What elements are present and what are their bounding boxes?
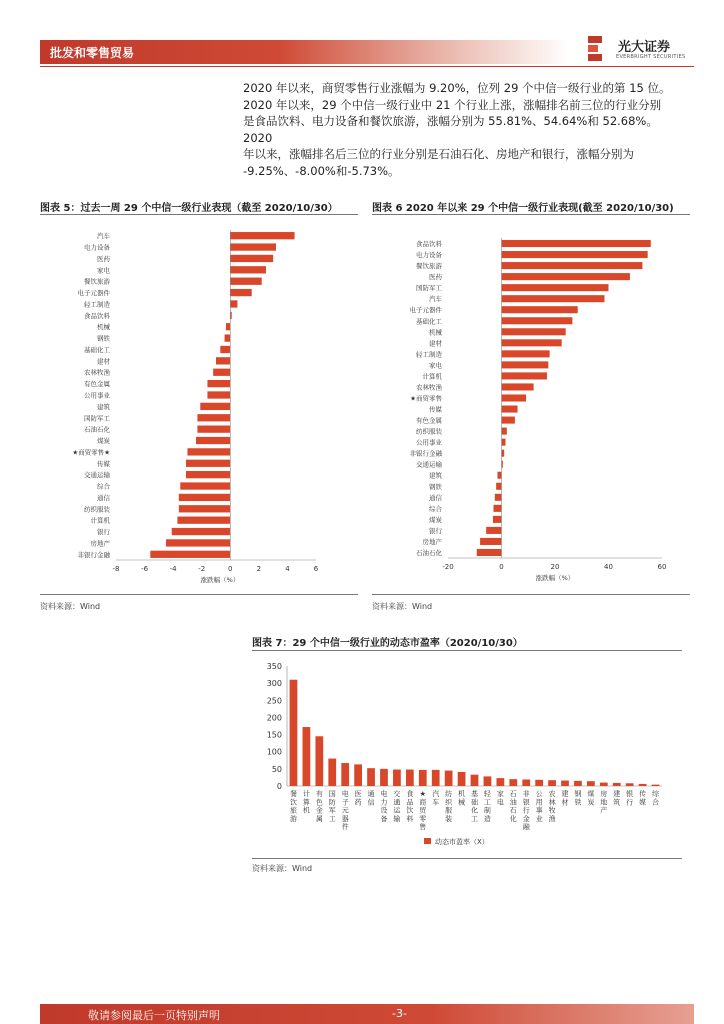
bar — [613, 783, 621, 786]
bar — [393, 770, 401, 786]
category-label: 有色金属 — [84, 380, 110, 389]
x-tick-label: 0 — [228, 565, 233, 573]
category-label: 非银行金融 — [522, 790, 530, 831]
category-label: 医药 — [97, 254, 110, 263]
category-label: ★商贸零售★ — [72, 448, 110, 457]
category-label: 电子元器件 — [77, 289, 110, 298]
category-label: 汽车 — [97, 232, 110, 241]
category-label: 钢铁 — [429, 482, 442, 491]
category-label: 轻工制造 — [84, 300, 110, 309]
category-label: 房地产 — [600, 790, 608, 815]
x-tick-label: 6 — [313, 565, 319, 573]
bar — [197, 414, 230, 421]
category-label: 纺织服装 — [445, 790, 453, 823]
category-label: 传媒 — [639, 790, 647, 807]
bar — [354, 764, 362, 786]
intro-line: 2020 年以来，29 个中信一级行业中 21 个行业上涨，涨幅排名前三位的行业分别 — [243, 97, 662, 112]
bar — [639, 784, 647, 786]
bar — [495, 494, 502, 501]
bar — [502, 251, 648, 258]
category-label: 石油石化 — [416, 548, 442, 557]
chart6-bottom-rule — [372, 594, 690, 595]
category-label: 基础化工 — [416, 317, 442, 326]
bar — [445, 771, 453, 786]
logo-mark-top — [588, 36, 602, 43]
y-tick-label: 200 — [266, 713, 282, 723]
chart7-title: 图表 7：29 个中信一级行业的动态市盈率（2020/10/30） — [252, 638, 523, 649]
category-label: 农林牧渔 — [416, 383, 442, 392]
category-label: 银行 — [626, 790, 634, 807]
bar — [535, 780, 543, 786]
x-tick-label: 4 — [285, 565, 290, 573]
y-tick-label: 250 — [266, 696, 282, 706]
category-label: 家电 — [429, 361, 442, 370]
category-label: 食品饮料 — [406, 790, 414, 823]
chart6-title-rule — [372, 214, 690, 215]
bar — [493, 516, 502, 523]
category-label: 石油石化 — [84, 425, 110, 434]
bar — [496, 778, 504, 786]
category-label: 计算机 — [302, 790, 310, 815]
x-axis-label: 涨跌幅（%） — [535, 574, 575, 582]
chart6-source: 资料来源：Wind — [372, 602, 433, 611]
intro-paragraph — [243, 80, 683, 179]
bar — [216, 357, 230, 364]
category-label: 家电 — [496, 790, 504, 807]
category-label: 机械 — [429, 328, 442, 337]
category-label: 基础化工 — [471, 790, 478, 823]
bar — [230, 255, 273, 262]
bar — [225, 334, 231, 341]
x-tick-label: 20 — [550, 563, 560, 571]
category-label: 钢铁 — [574, 790, 582, 807]
category-label: 煤炭 — [587, 790, 595, 807]
category-label: 农林牧渔 — [84, 368, 110, 377]
bar — [497, 472, 501, 479]
category-label: 基础化工 — [84, 345, 110, 354]
category-label: 公用事业 — [416, 438, 442, 447]
chart6-ytd-performance — [372, 218, 690, 590]
category-label: 汽车 — [429, 295, 442, 304]
bar — [200, 403, 230, 410]
category-label: 石油石化 — [509, 790, 517, 823]
chart7-title-rule — [252, 650, 682, 651]
x-tick-label: 2 — [256, 565, 262, 573]
category-label: 机械 — [458, 790, 466, 807]
chart5-title-rule — [40, 214, 358, 215]
category-label: 国防军工 — [84, 414, 110, 423]
category-label: 综合 — [429, 504, 442, 513]
bar — [484, 776, 492, 786]
category-label: 公用事业 — [84, 391, 110, 400]
bar — [230, 243, 276, 250]
category-label: 银行 — [97, 528, 110, 537]
intro-line: 2020 年以来，商贸零售行业涨幅为 9.20%，位列 29 个中信一级行业的第 15 位。 — [243, 81, 671, 95]
bar — [432, 770, 440, 786]
bar — [522, 779, 530, 786]
x-tick-label: -2 — [198, 565, 206, 573]
bar — [600, 783, 608, 786]
page-number: -3- — [392, 1007, 407, 1020]
category-label: 电力设备 — [416, 251, 442, 260]
intro-line: -9.25%、-8.00%和-5.73%。 — [243, 163, 400, 178]
header-divider — [40, 66, 694, 67]
bar — [502, 284, 609, 291]
bar — [303, 727, 311, 786]
category-label: 银行 — [429, 526, 442, 535]
category-label: 通信 — [97, 493, 110, 502]
intro-line: 年以来，涨幅排名后三位的行业分别是石油石化、房地产和银行，涨幅分别为 — [243, 147, 634, 161]
bar — [502, 306, 578, 313]
x-tick-label: -4 — [169, 565, 177, 573]
chart7-pe-ratio — [252, 654, 682, 854]
category-label: 传媒 — [429, 405, 442, 414]
bar — [471, 775, 479, 786]
category-label: 交通运输 — [416, 460, 442, 469]
x-tick-label: -8 — [112, 565, 120, 573]
intro-line: 是食品饮料、电力设备和餐饮旅游，涨幅分别为 55.81%、54.64%和 52.68%。2020 — [243, 114, 658, 145]
bar — [177, 517, 230, 524]
brand-name: 光大证券 — [618, 40, 671, 55]
brand-name-en: EVERBRIGHT SECURITIES — [616, 54, 686, 60]
category-label: 食品饮料 — [84, 311, 110, 320]
bar — [419, 770, 427, 786]
bar — [496, 483, 501, 490]
bar — [230, 289, 251, 296]
y-tick-label: 50 — [271, 764, 282, 774]
category-label: 建材 — [561, 790, 569, 807]
category-label: 计算机 — [90, 516, 110, 525]
logo-mark-bottom — [588, 54, 602, 61]
bar — [406, 770, 414, 786]
chart7-source: 资料来源：Wind — [252, 864, 313, 873]
category-label: 房地产 — [90, 539, 110, 548]
legend-swatch — [424, 838, 431, 844]
bar — [179, 494, 230, 501]
section-title: 批发和零售贸易 — [50, 46, 135, 60]
bar — [230, 266, 266, 273]
category-label: 钢铁 — [97, 334, 110, 343]
y-tick-label: 300 — [266, 679, 282, 689]
x-tick-label: 0 — [499, 563, 504, 571]
bar — [486, 527, 501, 534]
bar — [502, 394, 527, 401]
category-label: 家电 — [97, 266, 110, 275]
bar — [652, 785, 660, 786]
bar — [502, 339, 562, 346]
category-label: 建材 — [97, 357, 110, 366]
bar — [626, 783, 634, 786]
bar — [172, 528, 231, 535]
y-tick-label: 150 — [266, 730, 282, 740]
bar — [502, 439, 506, 446]
bar — [502, 295, 605, 302]
y-tick-label: 350 — [266, 662, 282, 671]
x-tick-label: -20 — [442, 563, 454, 571]
chart7-bottom-rule — [252, 858, 682, 859]
category-label: 综合 — [652, 790, 660, 807]
bar — [213, 369, 230, 376]
category-label: 交通运输 — [393, 790, 401, 823]
category-label: 纺织服装 — [84, 505, 110, 514]
category-label: 通信 — [367, 790, 375, 807]
category-label: 综合 — [97, 482, 110, 491]
bar — [502, 317, 573, 324]
bar — [502, 372, 547, 379]
category-label: 电子元器件 — [341, 790, 349, 831]
bar — [150, 551, 230, 558]
bar — [196, 437, 230, 444]
category-label: 医药 — [429, 273, 442, 282]
bar — [561, 781, 569, 786]
bar — [502, 383, 534, 390]
x-tick-label: 40 — [604, 563, 613, 571]
bar — [290, 680, 298, 786]
category-label: 房地产 — [422, 537, 442, 546]
bar — [502, 350, 550, 357]
bar — [186, 460, 230, 467]
footer-notice: 敬请参阅最后一页特别声明 — [88, 1009, 220, 1022]
bar — [502, 240, 651, 247]
category-label: 医药 — [354, 790, 362, 807]
category-label: 建筑 — [613, 790, 621, 807]
bar — [458, 772, 466, 786]
category-label: 国防军工 — [416, 284, 442, 293]
bar — [480, 538, 501, 545]
category-label: 餐饮旅游 — [289, 790, 297, 823]
category-label: 通信 — [429, 493, 442, 502]
category-label: 食品饮料 — [416, 240, 442, 249]
category-label: 建筑 — [97, 402, 110, 411]
category-label: 轻工制造 — [416, 350, 442, 359]
category-label: 建材 — [429, 339, 442, 348]
bar — [230, 300, 237, 307]
category-label: 非银行金融 — [77, 550, 110, 559]
category-label: 计算机 — [422, 372, 442, 381]
bar — [197, 425, 230, 432]
bar — [477, 549, 502, 556]
category-label: 建筑 — [429, 471, 442, 480]
bar — [502, 417, 515, 424]
x-tick-label: 60 — [657, 563, 667, 571]
chart5-title: 图表 5：过去一周 29 个中信一级行业表现（截至 2020/10/30） — [40, 203, 338, 214]
bar — [380, 769, 388, 786]
bar — [502, 273, 630, 280]
category-label: 汽车 — [432, 790, 440, 807]
category-label: ★商贸零售 — [410, 394, 442, 403]
bar — [502, 406, 518, 413]
legend-label: 动态市盈率（X） — [435, 838, 489, 846]
y-tick-label: 100 — [266, 747, 282, 757]
bar — [226, 323, 230, 330]
bar — [367, 768, 375, 786]
bar — [502, 328, 566, 335]
category-label: 机械 — [97, 323, 110, 332]
bar — [502, 450, 505, 457]
category-label: 有色金属 — [315, 790, 323, 823]
bar — [315, 736, 323, 786]
bar — [230, 232, 294, 239]
category-label: 纺织服装 — [416, 427, 442, 436]
bar — [230, 278, 261, 285]
bar — [179, 505, 230, 512]
category-label: 电力设备 — [380, 790, 388, 823]
category-label: ★商贸零售 — [419, 790, 427, 831]
category-label: 有色金属 — [416, 416, 442, 425]
bar — [166, 539, 230, 546]
x-tick-label: -6 — [141, 565, 149, 573]
chart5-bottom-rule — [40, 594, 358, 595]
bar — [220, 346, 230, 353]
category-label: 交通运输 — [84, 471, 110, 480]
category-label: 国防军工 — [328, 790, 336, 823]
bar — [207, 380, 230, 387]
bar — [587, 781, 595, 786]
bar — [328, 759, 336, 786]
category-label: 公用事业 — [535, 790, 543, 823]
bar — [509, 779, 517, 786]
category-label: 煤炭 — [429, 515, 442, 524]
bar — [502, 361, 549, 368]
category-label: 餐饮旅游 — [416, 262, 442, 271]
x-axis-label: 涨跌幅（%） — [200, 576, 240, 584]
category-label: 轻工制造 — [483, 790, 491, 823]
category-label: 非银行金融 — [409, 449, 442, 458]
category-label: 传媒 — [97, 459, 110, 468]
bar — [207, 391, 230, 398]
logo-mark-mid — [588, 45, 598, 52]
bar — [180, 482, 230, 489]
chart5-source: 资料来源：Wind — [40, 602, 101, 611]
category-label: 煤炭 — [97, 437, 110, 446]
bar — [187, 448, 230, 455]
bar — [186, 471, 230, 478]
chart5-weekly-performance — [40, 218, 358, 590]
bar — [341, 763, 349, 786]
bar — [548, 780, 556, 786]
y-tick-label: 0 — [276, 782, 282, 791]
bar — [493, 505, 501, 512]
category-label: 农林牧渔 — [548, 790, 556, 823]
category-label: 电子元器件 — [409, 306, 442, 315]
category-label: 电力设备 — [84, 243, 110, 252]
bar — [502, 428, 507, 435]
category-label: 餐饮旅游 — [84, 277, 110, 286]
bar — [502, 262, 643, 269]
bar — [574, 781, 582, 786]
chart6-title: 图表 6 2020 年以来 29 个中信一级行业表现(截至 2020/10/30) — [372, 203, 674, 214]
